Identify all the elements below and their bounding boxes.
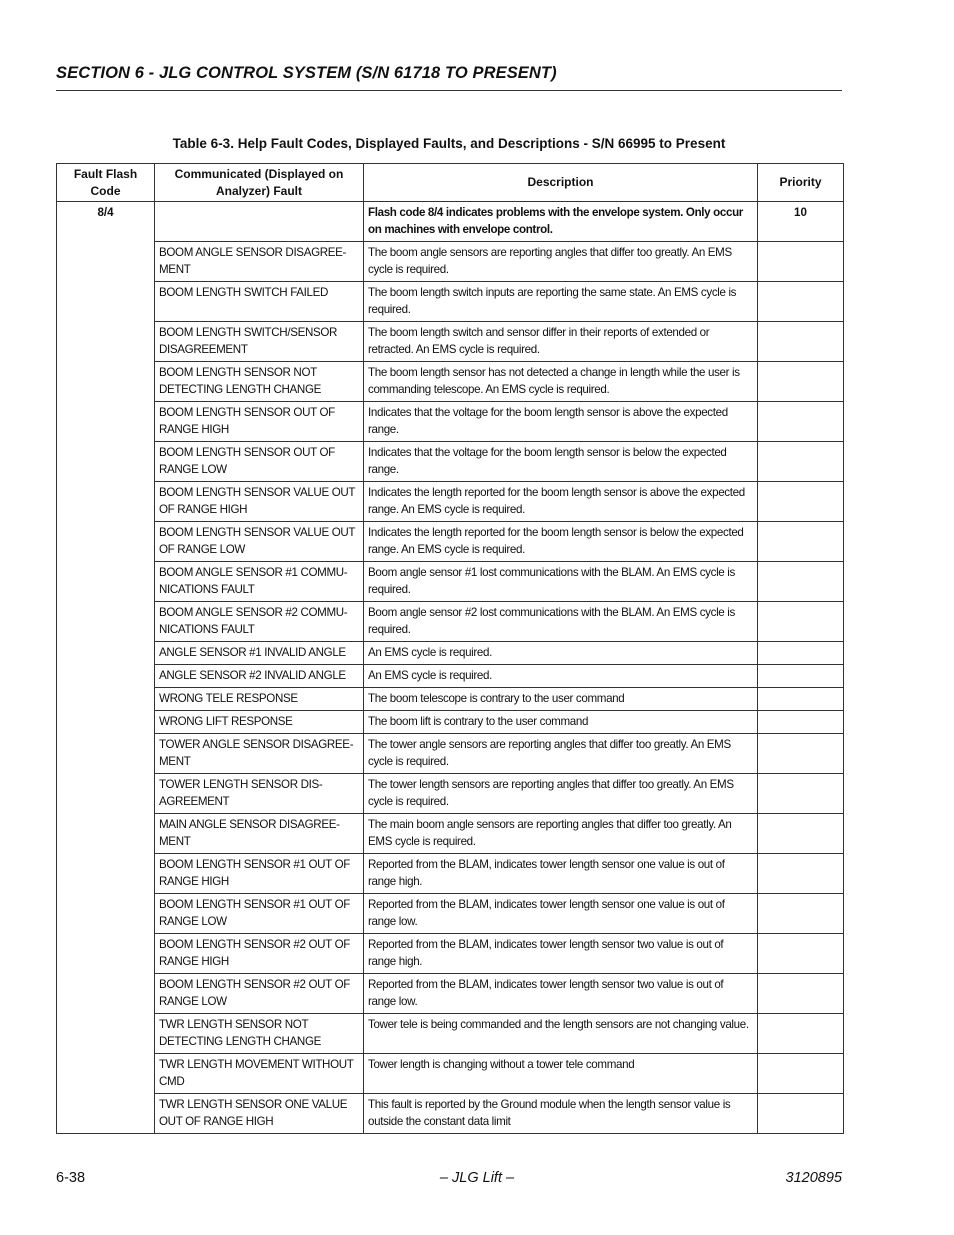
table-row (57, 734, 844, 774)
priority-cell-empty (758, 734, 844, 774)
fault-name-cell: TWR LENGTH SENSOR NOT DETECTING LENGTH CHANGE (155, 1014, 364, 1054)
table-row (57, 934, 844, 974)
priority-cell-empty (758, 482, 844, 522)
flash-code-cell: 8/4 (57, 202, 155, 1134)
description-cell: The boom angle sensors are reporting angles that differ too greatly. An EMS cycle is required. (364, 242, 758, 282)
description-cell: An EMS cycle is required. (364, 642, 758, 665)
fault-cell-empty (155, 202, 364, 242)
description-cell: Reported from the BLAM, indicates tower length sensor two value is out of range low. (364, 974, 758, 1014)
priority-cell-empty (758, 688, 844, 711)
fault-name-cell: BOOM LENGTH SENSOR #2 OUT OF RANGE HIGH (155, 934, 364, 974)
table-row (57, 894, 844, 934)
fault-name-cell: BOOM LENGTH SENSOR NOT DETECTING LENGTH CHANGE (155, 362, 364, 402)
table-header-row (57, 164, 844, 202)
description-cell: The tower length sensors are reporting angles that differ too greatly. An EMS cycle is required. (364, 774, 758, 814)
column-header-flash-code: Fault Flash Code (57, 164, 155, 202)
fault-name-cell: BOOM ANGLE SENSOR #2 COMMU-NICATIONS FAULT (155, 602, 364, 642)
fault-name-cell: BOOM LENGTH SENSOR VALUE OUT OF RANGE HIGH (155, 482, 364, 522)
description-cell: Indicates that the voltage for the boom length sensor is below the expected range. (364, 442, 758, 482)
description-cell: Reported from the BLAM, indicates tower length sensor one value is out of range high. (364, 854, 758, 894)
description-cell: Boom angle sensor #2 lost communications with the BLAM. An EMS cycle is required. (364, 602, 758, 642)
fault-name-cell: BOOM LENGTH SENSOR OUT OF RANGE LOW (155, 442, 364, 482)
priority-cell-empty (758, 1094, 844, 1134)
priority-cell-empty (758, 1014, 844, 1054)
description-cell: An EMS cycle is required. (364, 665, 758, 688)
fault-name-cell: TOWER ANGLE SENSOR DISAGREE-MENT (155, 734, 364, 774)
table-row (57, 1014, 844, 1054)
priority-cell-empty (758, 854, 844, 894)
description-cell: The boom length sensor has not detected a change in length while the user is commanding telescope. An EMS cycle is required. (364, 362, 758, 402)
description-cell: Reported from the BLAM, indicates tower length sensor two value is out of range high. (364, 934, 758, 974)
table-row (57, 442, 844, 482)
description-cell: Indicates the length reported for the boom length sensor is below the expected range. An EMS cycle is required. (364, 522, 758, 562)
fault-name-cell: BOOM LENGTH SENSOR #1 OUT OF RANGE HIGH (155, 854, 364, 894)
description-cell: The boom length switch inputs are reporting the same state. An EMS cycle is required. (364, 282, 758, 322)
priority-cell-empty (758, 642, 844, 665)
fault-name-cell: ANGLE SENSOR #2 INVALID ANGLE (155, 665, 364, 688)
priority-cell-empty (758, 894, 844, 934)
footer-publisher: – JLG Lift – (439, 1170, 515, 1186)
fault-name-cell: BOOM LENGTH SENSOR #2 OUT OF RANGE LOW (155, 974, 364, 1014)
description-cell: Indicates the length reported for the boom length sensor is above the expected range. An EMS cycle is required. (364, 482, 758, 522)
table-row (57, 1094, 844, 1134)
description-cell: The boom lift is contrary to the user command (364, 711, 758, 734)
priority-cell-empty (758, 402, 844, 442)
priority-cell-empty (758, 602, 844, 642)
priority-cell-empty (758, 562, 844, 602)
table-row (57, 282, 844, 322)
description-cell: Indicates that the voltage for the boom length sensor is above the expected range. (364, 402, 758, 442)
group-description-cell: Flash code 8/4 indicates problems with the envelope system. Only occur on machines with envelope control. (364, 202, 758, 242)
table-body (57, 202, 844, 1134)
column-header-description: Description (364, 164, 758, 202)
table-row (57, 665, 844, 688)
description-cell: The boom telescope is contrary to the user command (364, 688, 758, 711)
fault-name-cell: BOOM LENGTH SENSOR OUT OF RANGE HIGH (155, 402, 364, 442)
fault-name-cell: ANGLE SENSOR #1 INVALID ANGLE (155, 642, 364, 665)
priority-cell-empty (758, 442, 844, 482)
fault-name-cell: TOWER LENGTH SENSOR DIS-AGREEMENT (155, 774, 364, 814)
table-row (57, 688, 844, 711)
fault-name-cell: BOOM ANGLE SENSOR #1 COMMU-NICATIONS FAULT (155, 562, 364, 602)
table-row (57, 242, 844, 282)
priority-cell-empty (758, 522, 844, 562)
table-row (57, 402, 844, 442)
priority-cell-empty (758, 322, 844, 362)
priority-cell-empty (758, 814, 844, 854)
table-row (57, 602, 844, 642)
priority-cell-empty (758, 934, 844, 974)
description-cell: The boom length switch and sensor differ in their reports of extended or retracted. An EMS cycle is required. (364, 322, 758, 362)
table-row-group-header (57, 202, 844, 242)
table-caption: Table 6-3. Help Fault Codes, Displayed Faults, and Descriptions - S/N 66995 to Present (172, 136, 726, 151)
priority-cell-empty (758, 282, 844, 322)
table-row (57, 774, 844, 814)
priority-cell-empty (758, 362, 844, 402)
priority-cell-empty (758, 1054, 844, 1094)
description-cell: This fault is reported by the Ground module when the length sensor value is outside the constant data limit (364, 1094, 758, 1134)
description-cell: Tower tele is being commanded and the length sensors are not changing value. (364, 1014, 758, 1054)
table-row (57, 322, 844, 362)
table-row (57, 362, 844, 402)
fault-name-cell: WRONG TELE RESPONSE (155, 688, 364, 711)
table-row (57, 854, 844, 894)
table-row (57, 522, 844, 562)
table-row (57, 562, 844, 602)
fault-name-cell: BOOM LENGTH SWITCH FAILED (155, 282, 364, 322)
table-row (57, 642, 844, 665)
priority-cell-empty (758, 974, 844, 1014)
table-row (57, 1054, 844, 1094)
fault-name-cell: BOOM LENGTH SWITCH/SENSOR DISAGREEMENT (155, 322, 364, 362)
description-cell: The main boom angle sensors are reporting angles that differ too greatly. An EMS cycle is required. (364, 814, 758, 854)
fault-name-cell: WRONG LIFT RESPONSE (155, 711, 364, 734)
table-row (57, 974, 844, 1014)
page-number: 6-38 (56, 1170, 86, 1186)
priority-cell: 10 (758, 202, 844, 242)
priority-cell-empty (758, 242, 844, 282)
fault-name-cell: BOOM ANGLE SENSOR DISAGREE-MENT (155, 242, 364, 282)
fault-codes-table (56, 163, 844, 1134)
description-cell: Tower length is changing without a tower tele command (364, 1054, 758, 1094)
table-row (57, 814, 844, 854)
priority-cell-empty (758, 774, 844, 814)
fault-name-cell: TWR LENGTH SENSOR ONE VALUE OUT OF RANGE HIGH (155, 1094, 364, 1134)
description-cell: Reported from the BLAM, indicates tower length sensor one value is out of range low. (364, 894, 758, 934)
priority-cell-empty (758, 711, 844, 734)
column-header-priority: Priority (758, 164, 844, 202)
fault-name-cell: BOOM LENGTH SENSOR #1 OUT OF RANGE LOW (155, 894, 364, 934)
fault-name-cell: BOOM LENGTH SENSOR VALUE OUT OF RANGE LOW (155, 522, 364, 562)
document-number: 3120895 (785, 1170, 842, 1186)
description-cell: The tower angle sensors are reporting angles that differ too greatly. An EMS cycle is required. (364, 734, 758, 774)
fault-name-cell: TWR LENGTH MOVEMENT WITHOUT CMD (155, 1054, 364, 1094)
fault-name-cell: MAIN ANGLE SENSOR DISAGREE-MENT (155, 814, 364, 854)
column-header-fault: Communicated (Displayed on Analyzer) Fault (155, 164, 364, 202)
description-cell: Boom angle sensor #1 lost communications with the BLAM. An EMS cycle is required. (364, 562, 758, 602)
header-divider (56, 90, 842, 91)
priority-cell-empty (758, 665, 844, 688)
section-title: SECTION 6 - JLG CONTROL SYSTEM (S/N 61718 TO PRESENT) (56, 64, 557, 82)
table-row (57, 482, 844, 522)
table-row (57, 711, 844, 734)
